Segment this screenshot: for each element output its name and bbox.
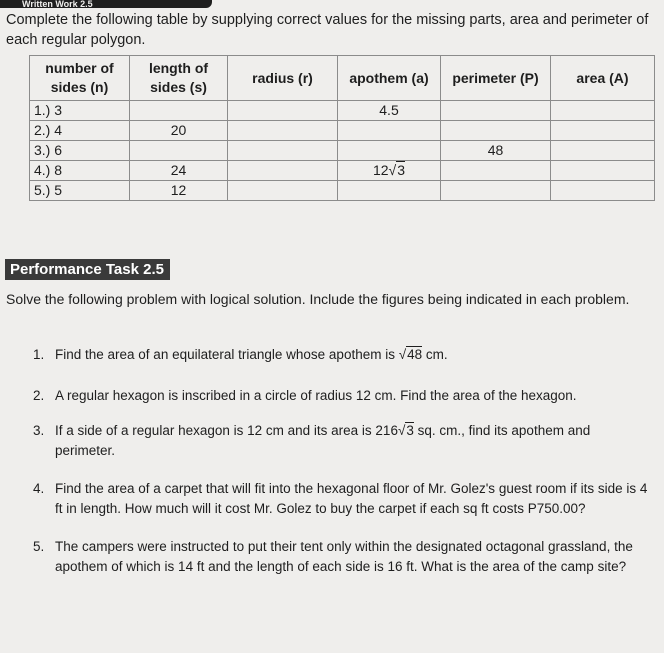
cell-radius (228, 141, 338, 161)
cell-apothem (338, 121, 441, 141)
header-number-of-sides: number of sides (n) (30, 56, 130, 101)
cell-radius (228, 181, 338, 201)
table-row (30, 161, 655, 181)
problem-item (33, 421, 653, 461)
cell-length: 20 (130, 121, 228, 141)
cell-perimeter (441, 101, 551, 121)
problem-number: 3. (33, 423, 45, 438)
header-area: area (A) (551, 56, 655, 101)
cell-apothem: 4.5 (338, 101, 441, 121)
problem-text: A regular hexagon is inscribed in a circle of radius 12 cm. Find the area of the hexagon. (55, 388, 577, 403)
cell-perimeter: 48 (441, 141, 551, 161)
apothem-coefficient: 12 (372, 162, 389, 178)
apothem-radicand: 3 (397, 162, 406, 178)
problem-number: 1. (33, 347, 45, 362)
cell-perimeter (441, 161, 551, 181)
performance-task-description: Solve the following problem with logical solution. Include the figures being indicated in each problem. (6, 291, 630, 307)
top-banner: Written Work 2.5 (0, 0, 212, 8)
cell-perimeter (441, 121, 551, 141)
sqrt-symbol: √3 (397, 423, 414, 438)
cell-apothem (338, 181, 441, 201)
sqrt-symbol: √48 (398, 347, 423, 362)
cell-sides: 3.) 6 (30, 141, 130, 161)
problem-number: 4. (33, 481, 45, 496)
problem-number: 5. (33, 539, 45, 554)
table-header-row (30, 56, 655, 101)
cell-length (130, 141, 228, 161)
polygon-table (29, 55, 655, 201)
cell-sides: 4.) 8 (30, 161, 130, 181)
sqrt-symbol: √3 (388, 162, 406, 178)
table-row (30, 141, 655, 161)
problem-item (33, 479, 653, 519)
cell-length: 24 (130, 161, 228, 181)
table-row (30, 121, 655, 141)
problem-item (33, 386, 653, 406)
problem-text: If a side of a regular hexagon is 12 cm and its area is 216√3 sq. cm., find its apothem and perimeter. (55, 423, 591, 458)
cell-apothem (338, 161, 441, 181)
problem-list (33, 345, 653, 577)
header-length-of-sides: length of sides (s) (130, 56, 228, 101)
cell-sides: 5.) 5 (30, 181, 130, 201)
header-perimeter: perimeter (P) (441, 56, 551, 101)
cell-area (551, 161, 655, 181)
cell-radius (228, 101, 338, 121)
table-row (30, 181, 655, 201)
cell-length: 12 (130, 181, 228, 201)
cell-area (551, 181, 655, 201)
problem-item (33, 345, 653, 365)
problem-text: The campers were instructed to put their tent only within the designated octagonal grassland, the apothem of which is 14 ft and the length of each side is 16 ft. What is the area of the camp site? (55, 539, 633, 574)
cell-area (551, 141, 655, 161)
cell-radius (228, 121, 338, 141)
problem-item (33, 537, 653, 577)
cell-area (551, 121, 655, 141)
cell-area (551, 101, 655, 121)
cell-radius (228, 161, 338, 181)
header-radius: radius (r) (228, 56, 338, 101)
cell-sides: 1.) 3 (30, 101, 130, 121)
problem-text: Find the area of a carpet that will fit into the hexagonal floor of Mr. Golez's guest room if its side is 4 ft in length. How much will it cost Mr. Golez to buy the carpet if each sq ft costs P750.00? (55, 481, 648, 516)
performance-task-title: Performance Task 2.5 (5, 259, 170, 280)
problem-number: 2. (33, 388, 45, 403)
cell-length (130, 101, 228, 121)
cell-perimeter (441, 181, 551, 201)
cell-apothem (338, 141, 441, 161)
instructions-text: Complete the following table by supplying correct values for the missing parts, area and perimeter of each regular polygon. (6, 12, 649, 48)
header-apothem: apothem (a) (338, 56, 441, 101)
table-row (30, 101, 655, 121)
cell-sides: 2.) 4 (30, 121, 130, 141)
problem-text: Find the area of an equilateral triangle whose apothem is √48 cm. (55, 345, 653, 365)
